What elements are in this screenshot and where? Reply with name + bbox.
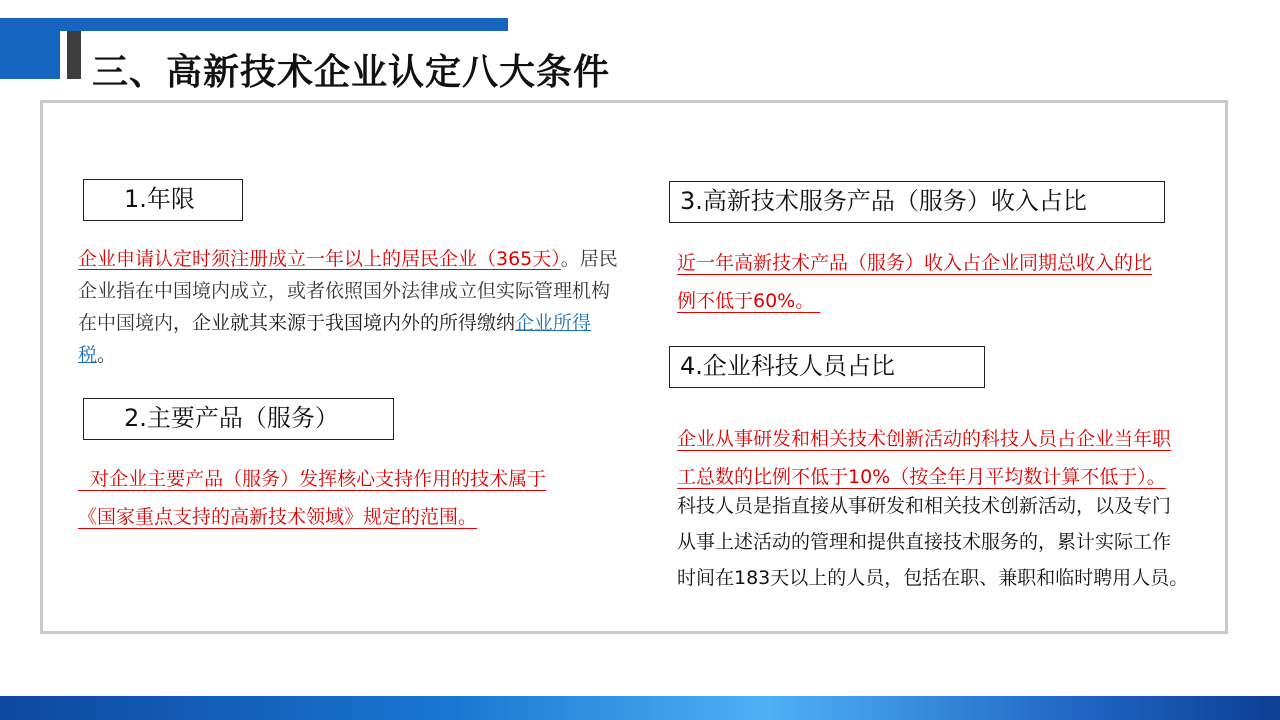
- section-2-heading: 2.主要产品（服务）: [124, 404, 339, 432]
- section-1-end: 。: [97, 344, 117, 366]
- section-2-heading-box: [83, 398, 394, 440]
- section-1-heading-box: [83, 179, 243, 221]
- section-3-heading: 3.高新技术服务产品（服务）收入占比: [680, 187, 1087, 215]
- title-accent-stripe: [67, 31, 81, 79]
- title-accent-block: [0, 31, 60, 79]
- section-4-detail-paragraph: [677, 488, 1257, 596]
- section-1-dark-text: ，企业就其来源于我国境内外的所得缴纳: [173, 312, 516, 334]
- section-4-heading: 4.企业科技人员占比: [680, 352, 895, 380]
- section-3-line-2: [677, 290, 820, 312]
- section-2-line-2: 《国家重点支持的高新技术领域》规定的范围。: [78, 506, 478, 528]
- section-1-paragraph: [78, 243, 618, 371]
- section-2-line-1: [78, 468, 546, 490]
- section-1-gray-text: 。居民企业指在中国境内成立，或者依照国外法律成立但实际管理机构在中国境内: [78, 248, 618, 334]
- section-1-red-text: 企业申请认定时须注册成立一年以上的居民企业（365天）: [78, 248, 561, 270]
- section-3-heading-box: [669, 181, 1165, 223]
- section-3-line-1: 近一年高新技术产品（服务）收入占企业同期总收入的比: [677, 252, 1153, 274]
- section-3-paragraph: [677, 244, 1237, 320]
- section-1-heading: 1.年限: [124, 185, 195, 213]
- section-3-line-2-text: 例不低于60%。: [677, 290, 815, 312]
- page-title: 三、高新技术企业认定八大条件: [92, 52, 611, 93]
- section-4-heading-box: [669, 346, 985, 388]
- section-4-detail-2: 从事上述活动的管理和提供直接技术服务的，累计实际工作: [677, 531, 1172, 553]
- section-4-red-paragraph: [677, 420, 1247, 496]
- bottom-accent-bar: [0, 696, 1280, 720]
- section-4-line-1: 企业从事研发和相关技术创新活动的科技人员占企业当年职: [677, 428, 1172, 450]
- section-4-detail-1: 科技人员是指直接从事研发和相关技术创新活动，以及专门: [677, 495, 1172, 517]
- section-2-paragraph: [78, 460, 638, 536]
- section-4-line-2: 工总数的比例不低于10%（按全年月平均数计算不低于）。: [677, 466, 1166, 488]
- section-2-line-1-text: 对企业主要产品（服务）发挥核心支持作用的技术属于: [90, 468, 547, 490]
- section-1-link[interactable]: 企业所得税: [78, 312, 592, 366]
- top-accent-bar: [0, 18, 508, 31]
- section-4-detail-3: 时间在183天以上的人员，包括在职、兼职和临时聘用人员。: [677, 567, 1189, 589]
